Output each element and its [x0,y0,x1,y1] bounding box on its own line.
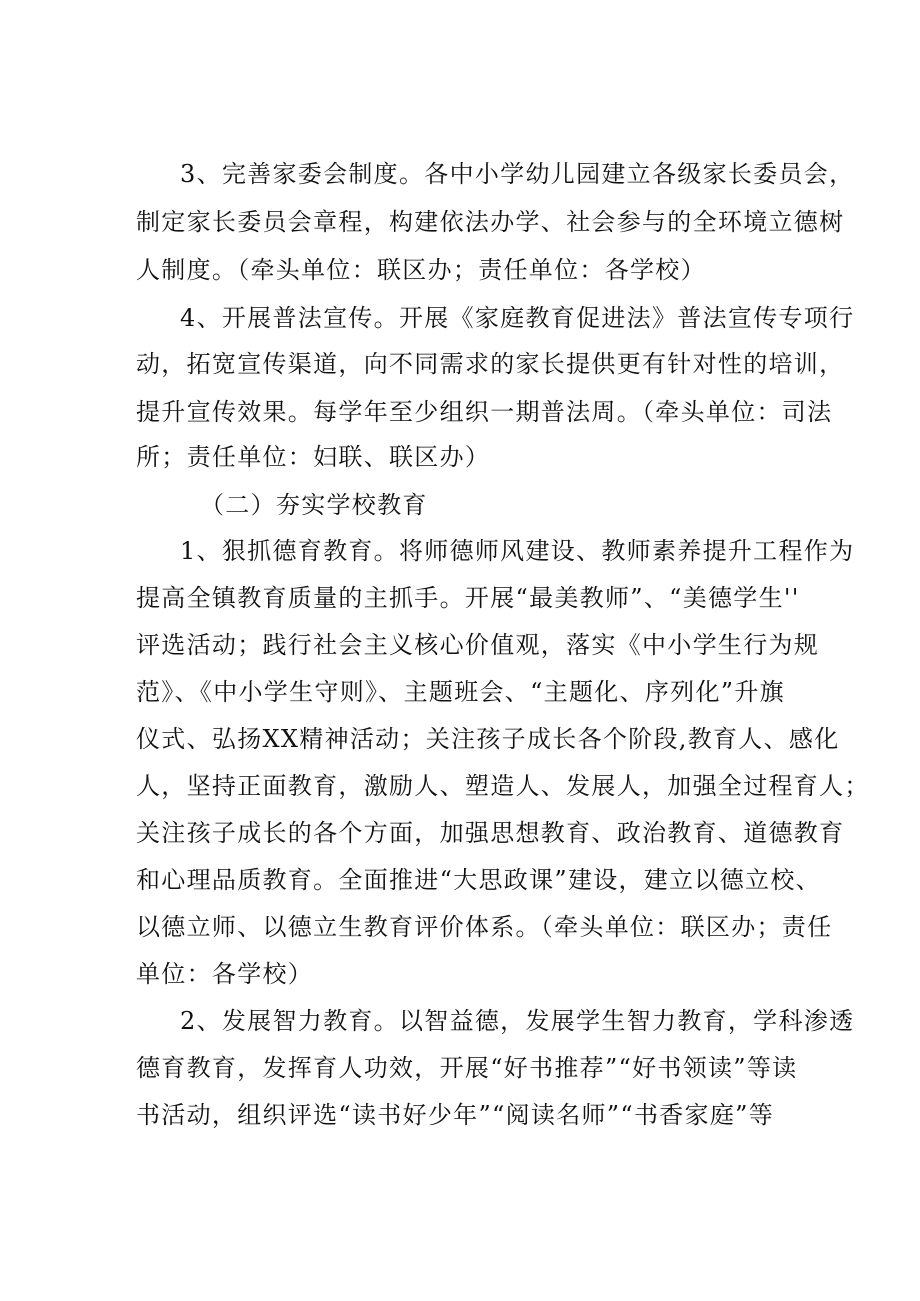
paragraph-4-line-4: 所；责任单位：妇联、联区办） [136,443,491,471]
paragraph-2-line-1: 2、发展智力教育。以智益德，发展学生智力教育，学科渗透 [180,1007,855,1035]
paragraph-1-line-9: 以德立师、以德立生教育评价体系。（牵头单位：联区办；责任 [136,913,833,941]
paragraph-1-line-6: 人，坚持正面教育，激励人、塑造人、发展人，加强全过程育人； [136,772,870,800]
paragraph-1-line-8: 和心理品质教育。全面推进“大思政课”建设，建立以德立校、 [136,866,821,894]
section-heading: （二）夯实学校教育 [200,491,428,519]
paragraph-4-line-1: 4、开展普法宣传。开展《家庭教育促进法》普法宣传专项行 [180,304,855,332]
paragraph-1-line-10: 单位：各学校） [136,960,314,988]
paragraph-1-line-3: 评选活动；践行社会主义核心价值观，落实《中小学生行为规 [136,631,820,659]
paragraph-1-line-5: 仪式、弘扬XX精神活动；关注孩子成长各个阶段,教育人、感化 [136,725,840,753]
paragraph-1-line-7: 关注孩子成长的各个方面，加强思想教育、政治教育、道德教育 [136,819,845,847]
paragraph-4-line-3: 提升宣传效果。每学年至少组织一期普法周。（牵头单位：司法 [136,398,833,426]
paragraph-1-line-2: 提高全镇教育质量的主抓手。开展“最美教师”、“美德学生'' [136,584,800,612]
paragraph-3-line-3: 人制度。（牵头单位：联区办；责任单位：各学校） [136,256,706,284]
paragraph-3-line-2: 制定家长委员会章程，构建依法办学、社会参与的全环境立德树 [136,208,845,236]
paragraph-4-line-2: 动，拓宽宣传渠道，向不同需求的家长提供更有针对性的培训， [136,350,845,378]
paragraph-1-line-4: 范》、《中小学生守则》、主题班会、“主题化、序列化”升旗 [136,678,785,706]
paragraph-2-line-3: 书活动，组织评选“读书好少年”“阅读名师”“书香家庭”等 [136,1101,775,1129]
paragraph-2-line-2: 德育教育，发挥育人功效，开展“好书推荐”“好书领读”等读 [136,1054,798,1082]
paragraph-3-line-1: 3、完善家委会制度。各中小学幼儿园建立各级家长委员会， [180,160,855,188]
paragraph-1-line-1: 1、狠抓德育教育。将师德师风建设、教师素养提升工程作为 [180,537,855,565]
